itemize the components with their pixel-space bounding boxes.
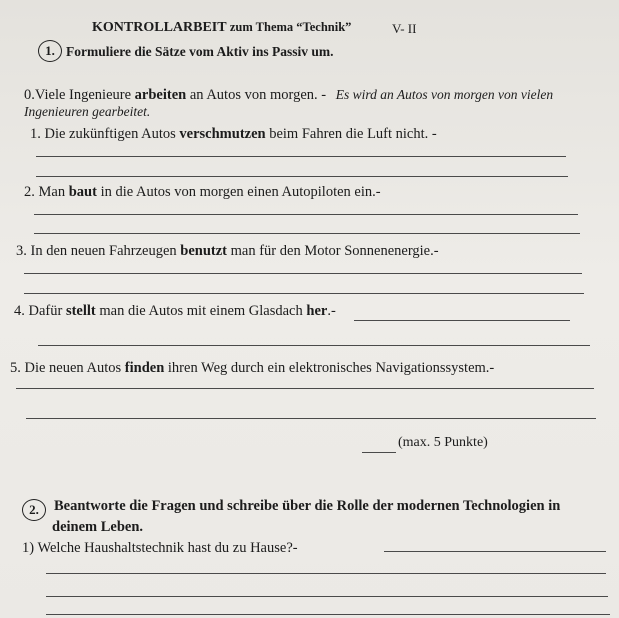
example-text-b: an Autos von morgen. -	[186, 87, 327, 103]
answer-line-q1a	[46, 573, 606, 574]
answer-line-5a	[16, 388, 594, 389]
sentence-3-text-a: 3. In den neuen Fahrzeugen	[16, 243, 181, 259]
sentence-5-text-a: 5. Die neuen Autos	[10, 360, 125, 376]
sentence-4-verb-2: her	[306, 303, 328, 319]
sentence-2	[24, 183, 381, 201]
answer-line-5b	[26, 418, 596, 419]
example-verb: arbeiten	[134, 87, 187, 103]
sentence-3	[16, 242, 439, 260]
sentence-4-text-a: 4. Dafür	[14, 303, 66, 319]
example-sentence	[24, 86, 553, 104]
sentence-4	[14, 302, 336, 320]
sentence-4-text-c: .-	[327, 303, 336, 319]
sentence-3-verb: benutzt	[180, 243, 228, 259]
sentence-3-text-b: man für den Motor Sonnenenergie.-	[227, 243, 439, 259]
title-main: KONTROLLARBEIT	[92, 20, 227, 35]
sentence-2-text-b: in die Autos von morgen einen Autopiloten ein.-	[96, 184, 381, 200]
question-1: 1) Welche Haushaltstechnik hast du zu Hause?-	[22, 540, 298, 556]
variant-label: V- II	[392, 21, 417, 36]
answer-line-2b	[34, 233, 580, 234]
task2-instruction-a: Beantworte die Fragen und schreibe über die Rolle der modernen Technologien in	[54, 498, 561, 514]
answer-line-4b	[38, 345, 590, 346]
sentence-2-verb: baut	[68, 184, 97, 200]
sentence-5-verb: finden	[124, 360, 165, 376]
sentence-1-text-a: 1. Die zukünftigen Autos	[30, 126, 180, 142]
answer-line-q1c	[46, 614, 610, 615]
example-text-a: Viele Ingenieure	[34, 87, 135, 103]
task2-instruction-b: deinem Leben.	[52, 519, 144, 535]
sentence-1-verb: verschmutzen	[179, 126, 266, 142]
task1-number-circle: 1.	[38, 40, 62, 62]
max-points: (max. 5 Punkte)	[398, 435, 488, 450]
answer-line-q1b	[46, 596, 608, 597]
title-rest: zum Thema “Technik”	[229, 20, 352, 34]
sentence-1-text-b: beim Fahren die Luft nicht. -	[265, 126, 437, 142]
answer-line-2a	[34, 214, 578, 215]
example-number: 0.	[24, 87, 35, 103]
task2-number-circle: 2.	[22, 499, 46, 521]
sentence-4-verb: stellt	[65, 303, 96, 319]
example-answer-a: Es wird an Autos von morgen von vielen	[335, 87, 554, 102]
points-blank-line	[362, 452, 396, 453]
answer-line-3a	[24, 273, 582, 274]
answer-line-1b	[36, 176, 568, 177]
sentence-1	[30, 125, 437, 143]
sentence-2-text-a: 2. Man	[24, 184, 69, 200]
answer-line-3b	[24, 293, 584, 294]
sentence-4-text-b: man die Autos mit einem Glasdach	[95, 303, 307, 319]
task1-instruction: Formuliere die Sätze vom Aktiv ins Passiv um.	[66, 44, 334, 59]
answer-line-4a	[354, 320, 570, 321]
sentence-5-text-b: ihren Weg durch ein elektronisches Navigationssystem.-	[164, 360, 495, 376]
example-answer-b: Ingenieuren gearbeitet.	[24, 104, 151, 119]
worksheet-title	[92, 18, 351, 37]
answer-line-q1-inline	[384, 551, 606, 552]
answer-line-1a	[36, 156, 566, 157]
sentence-5	[10, 359, 494, 377]
